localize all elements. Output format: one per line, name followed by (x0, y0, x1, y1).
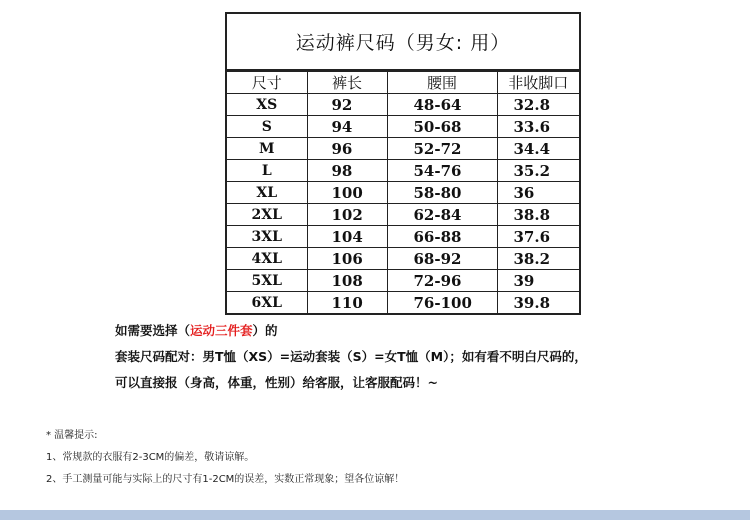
table-row (227, 226, 579, 248)
hem-cell: 38.2 (497, 248, 579, 270)
size-cell: M (227, 138, 307, 160)
note-suffix: ）的 (252, 323, 278, 338)
table-row (227, 160, 579, 182)
size-grid (227, 71, 579, 313)
note-prefix: 如需要选择（ (115, 323, 191, 338)
waist-cell: 66-88 (387, 226, 497, 248)
size-cell: 6XL (227, 292, 307, 314)
hem-cell: 33.6 (497, 116, 579, 138)
size-cell: 3XL (227, 226, 307, 248)
tips-heading: * 温馨提示: (46, 430, 98, 441)
header-row (227, 72, 579, 94)
size-notes (115, 318, 587, 396)
length-cell: 92 (307, 94, 387, 116)
length-cell: 108 (307, 270, 387, 292)
waist-cell: 72-96 (387, 270, 497, 292)
hem-cell: 35.2 (497, 160, 579, 182)
size-cell: XL (227, 182, 307, 204)
waist-cell: 48-64 (387, 94, 497, 116)
size-chart-title: 运动裤尺码（男女: 用） (227, 14, 579, 71)
waist-cell: 62-84 (387, 204, 497, 226)
header-waist: 腰围 (387, 72, 497, 94)
table-row (227, 116, 579, 138)
length-cell: 102 (307, 204, 387, 226)
length-cell: 100 (307, 182, 387, 204)
size-cell: L (227, 160, 307, 182)
tip-item-1: 1、常规款的衣服有2-3CM的偏差，敬请谅解。 (46, 452, 255, 463)
waist-cell: 54-76 (387, 160, 497, 182)
length-cell: 94 (307, 116, 387, 138)
hem-cell: 39.8 (497, 292, 579, 314)
waist-cell: 76-100 (387, 292, 497, 314)
tips-section (46, 425, 404, 491)
table-row (227, 204, 579, 226)
hem-cell: 32.8 (497, 94, 579, 116)
length-cell: 98 (307, 160, 387, 182)
header-size: 尺寸 (227, 72, 307, 94)
hem-cell: 39 (497, 270, 579, 292)
table-row (227, 248, 579, 270)
note-line-1 (115, 318, 587, 344)
length-cell: 104 (307, 226, 387, 248)
hem-cell: 37.6 (497, 226, 579, 248)
header-hem: 非收脚口 (497, 72, 579, 94)
table-row (227, 182, 579, 204)
size-chart-table (225, 12, 581, 315)
hem-cell: 36 (497, 182, 579, 204)
note-line-2: 套装尺码配对：男T恤（XS）=运动套装（S）=女T恤（M）；如有看不明白尺码的， (115, 349, 587, 364)
set-highlight: 运动三件套 (190, 323, 253, 338)
waist-cell: 52-72 (387, 138, 497, 160)
hem-cell: 34.4 (497, 138, 579, 160)
length-cell: 110 (307, 292, 387, 314)
table-row (227, 138, 579, 160)
hem-cell: 38.8 (497, 204, 579, 226)
size-cell: XS (227, 94, 307, 116)
size-cell: 4XL (227, 248, 307, 270)
size-cell: S (227, 116, 307, 138)
table-row (227, 94, 579, 116)
table-row (227, 270, 579, 292)
waist-cell: 68-92 (387, 248, 497, 270)
bottom-divider-bar (0, 510, 750, 520)
header-length: 裤长 (307, 72, 387, 94)
length-cell: 106 (307, 248, 387, 270)
size-cell: 5XL (227, 270, 307, 292)
size-cell: 2XL (227, 204, 307, 226)
length-cell: 96 (307, 138, 387, 160)
tip-item-2: 2、手工测量可能与实际上的尺寸有1-2CM的误差，实数正常现象；望各位谅解！ (46, 474, 405, 485)
waist-cell: 50-68 (387, 116, 497, 138)
note-line-3: 可以直接报（身高，体重，性别）给客服，让客服配码！~ (115, 375, 438, 390)
table-row (227, 292, 579, 314)
waist-cell: 58-80 (387, 182, 497, 204)
